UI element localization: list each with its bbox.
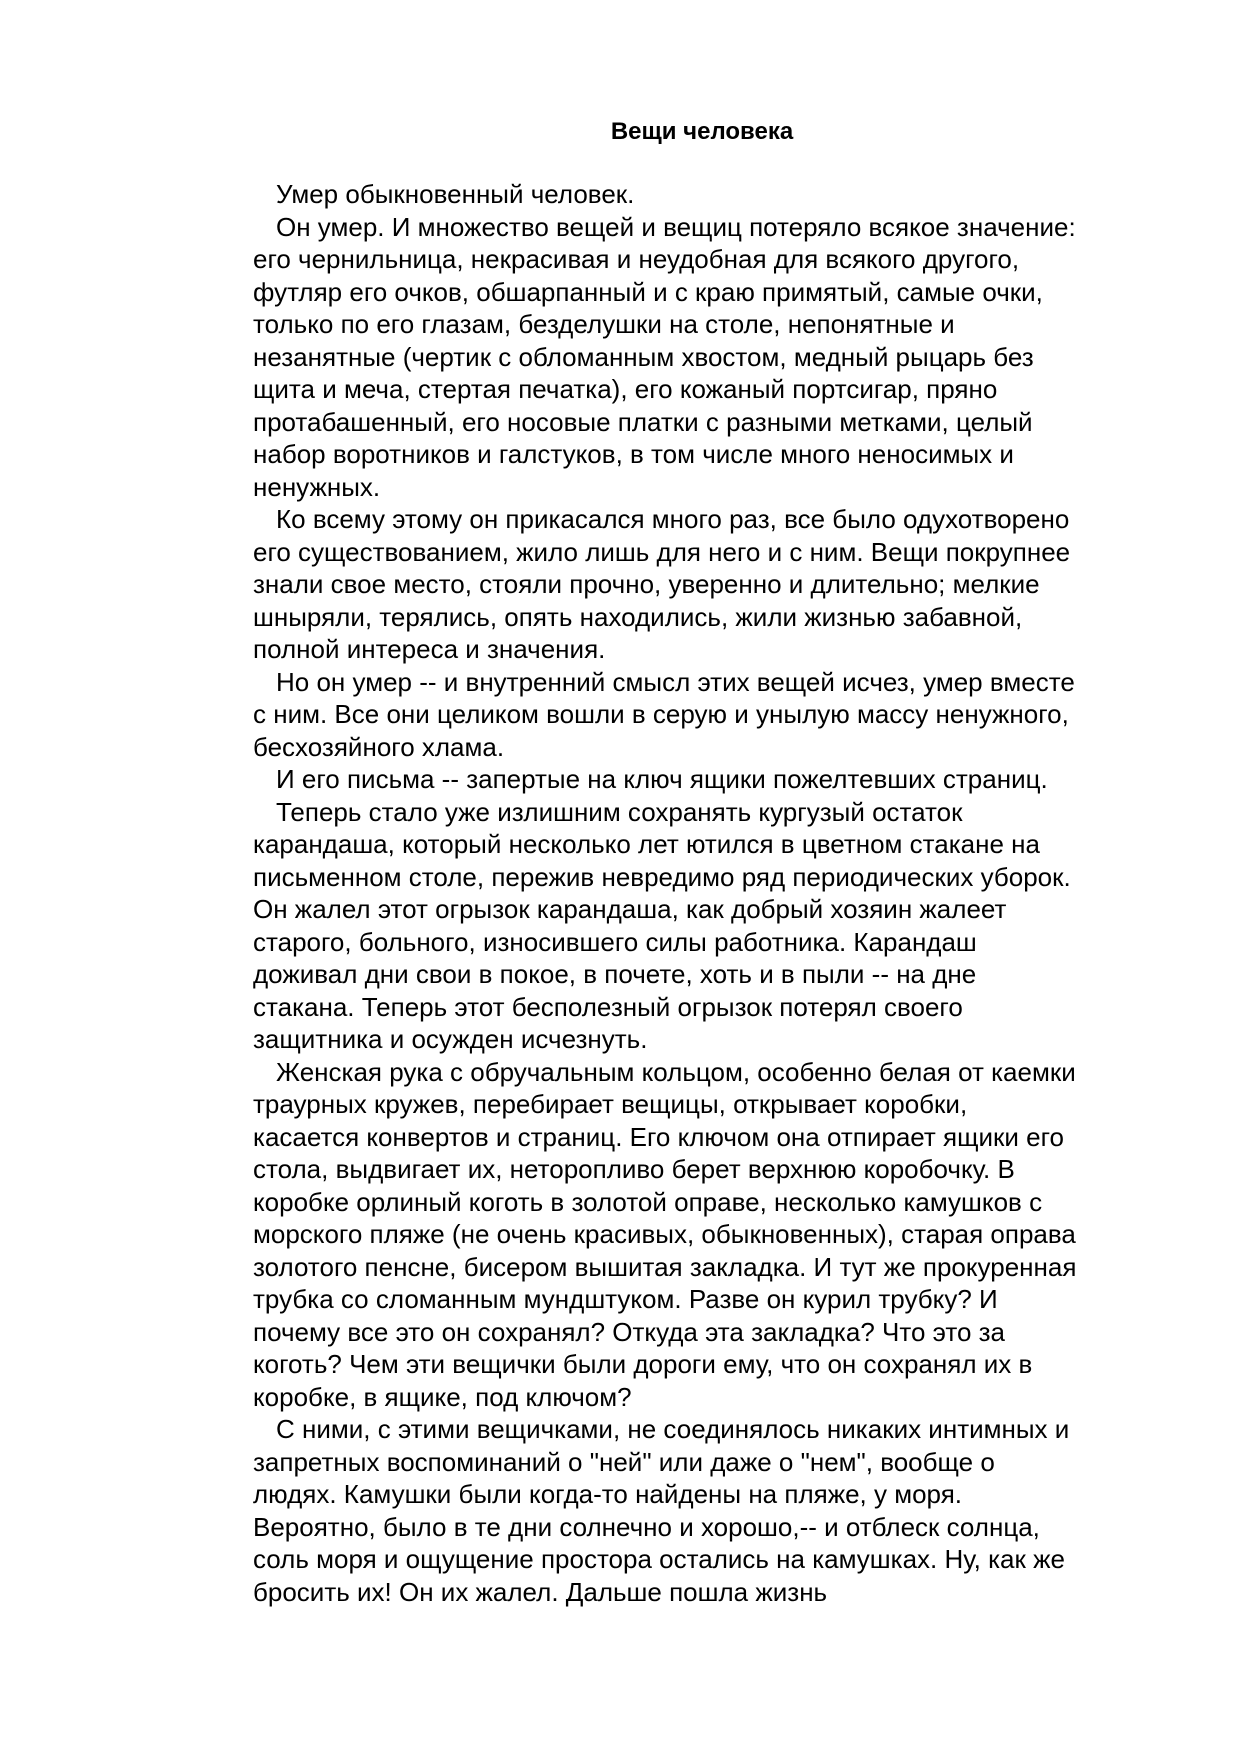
text-line: с ним. Все они целиком вошли в серую и унылую массу ненужного, (253, 699, 1069, 729)
text-line: только по его глазам, безделушки на столе, непонятные и (253, 309, 955, 339)
text-line: шныряли, терялись, опять находились, жили жизнью забавной, (253, 601, 1023, 632)
text-line: знали свое место, стояли прочно, уверенно и длительно; мелкие (253, 569, 1040, 599)
paragraph (253, 1413, 1153, 1608)
text-line: его существованием, жило лишь для него и с ним. Вещи покрупнее (253, 536, 1071, 567)
text-line: запретных воспоминаний о "ней" или даже о "нем", вообще о (253, 1446, 995, 1477)
text-line: Он умер. И множество вещей и вещиц потеряло всякое значение: (276, 211, 1076, 242)
text-line: трубка со сломанным мундштуком. Разве он курил трубку? И (253, 1284, 998, 1314)
paragraph (253, 666, 1153, 764)
text-line: Но он умер -- и внутренний смысл этих вещей исчез, умер вместе (276, 666, 1075, 697)
text-line: защитника и осужден исчезнуть. (253, 1024, 648, 1054)
text-line: протабашенный, его носовые платки с разными метками, целый (253, 406, 1033, 437)
text-line: Он жалел этот огрызок карандаша, как добрый хозяин жалеет (253, 894, 1007, 924)
paragraph (253, 1056, 1153, 1414)
text-line: почему все это он сохранял? Откуда эта закладка? Что это за (253, 1316, 1006, 1347)
text-line: футляр его очков, обшарпанный и с краю примятый, самые очки, (253, 276, 1043, 307)
text-line: незанятные (чертик с обломанным хвостом, медный рыцарь без (253, 341, 1034, 372)
document-body (253, 178, 1153, 1608)
text-line: людях. Камушки были когда-то найдены на пляже, у моря. (253, 1479, 963, 1509)
text-line: полной интереса и значения. (253, 634, 606, 664)
paragraph (253, 763, 1153, 796)
text-line: бросить их! Он их жалел. Дальше пошла жизнь (253, 1576, 828, 1607)
text-line: Умер обыкновенный человек. (276, 179, 635, 209)
text-line: его чернильница, некрасивая и неудобная для всякого другого, (253, 244, 1020, 274)
text-line: щита и меча, стертая печатка), его кожаный портсигар, пряно (253, 374, 998, 404)
text-line: стола, выдвигает их, неторопливо берет верхнюю коробочку. В (253, 1154, 1015, 1184)
document-title: Вещи человека (610, 118, 794, 145)
text-line: Ко всему этому он прикасался много раз, все было одухотворено (276, 504, 1070, 534)
text-line: старого, больного, износившего силы работника. Карандаш (253, 926, 977, 957)
paragraph (253, 503, 1153, 666)
text-line: касается конвертов и страниц. Его ключом она отпирает ящики его (253, 1121, 1064, 1152)
text-line: морского пляже (не очень красивых, обыкновенных), старая оправа (253, 1219, 1076, 1249)
text-line: Теперь стало уже излишним сохранять кургузый остаток (276, 796, 963, 827)
text-line: Женская рука с обручальным кольцом, особенно белая от каемки (276, 1056, 1076, 1087)
text-line: письменном столе, пережив невредимо ряд периодических уборок. (253, 861, 1071, 892)
text-line: соль моря и ощущение простора остались на камушках. Ну, как же (253, 1544, 1065, 1574)
text-line: ненужных. (253, 471, 381, 502)
text-line: стакана. Теперь этот бесполезный огрызок потерял своего (253, 991, 963, 1022)
text-line: бесхозяйного хлама. (253, 731, 505, 762)
text-line: Вероятно, было в те дни солнечно и хорошо,-- и отблеск солнца, (253, 1511, 1040, 1542)
text-line: золотого пенсне, бисером вышитая закладка. И тут же прокуренная (253, 1251, 1077, 1282)
text-line: И его письма -- запертые на ключ ящики пожелтевших страниц. (276, 764, 1048, 794)
text-line: набор воротников и галстуков, в том числе много неносимых и (253, 439, 1014, 469)
text-line: коробке, в ящике, под ключом? (253, 1381, 632, 1412)
text-line: С ними, с этими вещичками, не соединялось никаких интимных и (276, 1414, 1070, 1444)
paragraph (253, 211, 1153, 504)
text-line: траурных кружев, перебирает вещицы, открывает коробки, (253, 1089, 968, 1119)
text-line: коготь? Чем эти вещички были дороги ему, что он сохранял их в (253, 1349, 1033, 1379)
text-line: карандаша, который несколько лет ютился в цветном стакане на (253, 829, 1040, 859)
paragraph (253, 178, 1153, 211)
text-line: коробке орлиный коготь в золотой оправе, несколько камушков с (253, 1186, 1043, 1217)
paragraph (253, 796, 1153, 1056)
text-line: доживал дни свои в покое, в почете, хоть и в пыли -- на дне (253, 959, 977, 989)
